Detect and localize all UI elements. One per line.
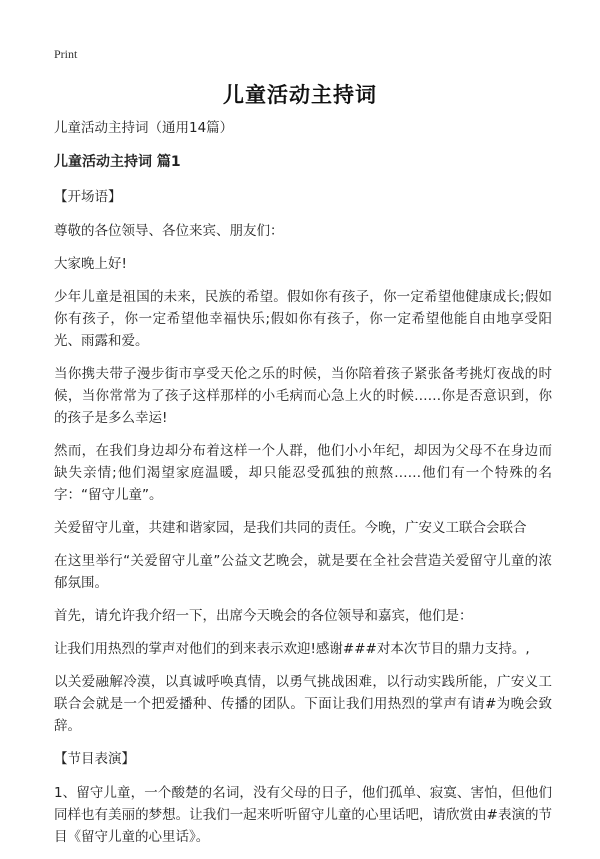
performance-heading: 【节目表演】 [54, 751, 135, 767]
paragraph: 大家晚上好! [54, 256, 127, 272]
print-label: Print [54, 47, 78, 61]
paragraph: 在这里举行“关爱留守儿童”公益文艺晚会，就是要在全社会营造关爱留守儿童的浓郁氛围。 [54, 553, 552, 591]
paragraph: 少年儿童是祖国的未来，民族的希望。假如你有孩子，你一定希望他健康成长;假如你有孩子，你一定希望他幸福快乐;假如你有孩子，你一定希望他能自由地享受阳光、雨露和爱。 [54, 289, 552, 349]
document-title: 儿童活动主持词 [223, 83, 377, 107]
section-title: 儿童活动主持词 篇1 [54, 154, 181, 170]
document-body [54, 117, 552, 859]
paragraph: 以关爱融解冷漠，以真诚呼唤真情，以勇气挑战困难，以行动实践所能，广安义工联合会就是一个把爱播种、传播的团队。下面让我们用热烈的掌声有请#为晚会致辞。 [54, 674, 552, 734]
document-subtitle: 儿童活动主持词（通用14篇） [54, 120, 234, 136]
paragraph: 1、留守儿童，一个酸楚的名词，没有父母的日子，他们孤单、寂寞、害怕，但他们同样也有美丽的梦想。让我们一起来听听留守儿童的心里话吧，请欣赏由#表演的节目《留守儿童的心里话》。 [54, 785, 552, 845]
paragraph: 首先，请允许我介绍一下，出席今天晚会的各位领导和嘉宾，他们是： [54, 608, 473, 624]
opening-heading: 【开场语】 [54, 189, 122, 205]
paragraph: 当你携夫带子漫步街市享受天伦之乐的时候，当你陪着孩子紧张备考挑灯夜战的时候，当你常常为了孩子这样那样的小毛病而心急上火的时候……你是否意识到，你的孩子是多么幸运! [54, 366, 552, 426]
paragraph: 让我们用热烈的掌声对他们的到来表示欢迎!感谢###对本次节目的鼎力支持。, [54, 641, 530, 657]
paragraph: 关爱留守儿童，共建和谐家园，是我们共同的责任。今晚，广安义工联合会联合 [54, 520, 527, 536]
paragraph: 然而，在我们身边却分布着这样一个人群，他们小小年纪，却因为父母不在身边而缺失亲情;他们渴望家庭温暖，却只能忍受孤独的煎熬……他们有一个特殊的名字：“留守儿童”。 [54, 443, 552, 503]
paragraph: 尊敬的各位领导、各位来宾、朋友们： [54, 223, 284, 239]
